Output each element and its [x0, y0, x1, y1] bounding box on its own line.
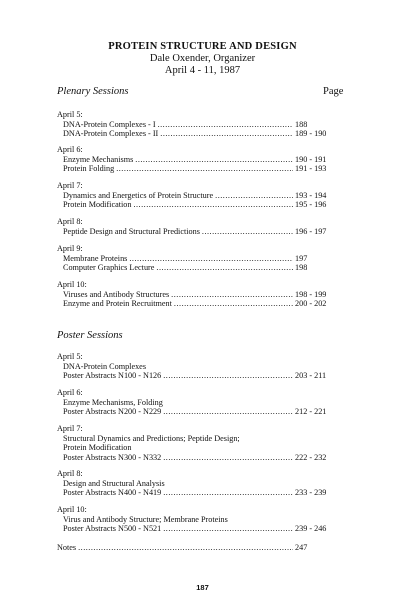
notes-group	[57, 543, 347, 553]
session-date: April 8:	[57, 469, 83, 478]
page-number: 187	[196, 583, 209, 592]
poster-sessions-heading: Poster Sessions	[57, 330, 123, 341]
plenary-group	[57, 280, 347, 309]
session-date: April 5:	[57, 110, 83, 119]
session-subject: Virus and Antibody Structure; Membrane Proteins	[63, 514, 228, 524]
toc-entry-notes: Notes ..... 247	[57, 543, 347, 553]
session-date: April 8:	[57, 217, 83, 226]
document-title: PROTEIN STRUCTURE AND DESIGN	[108, 41, 297, 52]
toc-entry: Viruses and Antibody Structures ..... 198 - 199	[57, 290, 347, 300]
plenary-group	[57, 244, 347, 273]
poster-group	[57, 352, 347, 381]
toc-entry: Enzyme Mechanisms ..... 190 - 191	[57, 155, 347, 165]
toc-entry: Enzyme and Protein Recruitment ..... 200 - 202	[57, 299, 347, 309]
toc-entry: DNA-Protein Complexes - I ..... 188	[57, 120, 347, 130]
plenary-group	[57, 145, 347, 174]
toc-entry: Poster Abstracts N500 - N521 ..... 239 - 246	[57, 524, 347, 534]
toc-entry: Poster Abstracts N100 - N126 ..... 203 - 211	[57, 371, 347, 381]
poster-group	[57, 505, 347, 534]
poster-group	[57, 469, 347, 498]
plenary-group	[57, 181, 347, 210]
session-subject: Design and Structural Analysis	[63, 478, 165, 488]
toc-entry: DNA-Protein Complexes - II ..... 189 - 190	[57, 129, 347, 139]
toc-entry: Dynamics and Energetics of Protein Structure ..... 193 - 194	[57, 191, 347, 201]
session-date: April 10:	[57, 280, 87, 289]
session-date: April 10:	[57, 505, 87, 514]
session-date: April 9:	[57, 244, 83, 253]
toc-entry: Poster Abstracts N300 - N332 ..... 222 - 232	[57, 453, 347, 463]
plenary-sessions-heading: Plenary Sessions	[57, 86, 129, 97]
page-column-label: Page	[323, 86, 344, 97]
toc-entry: Protein Folding ..... 191 - 193	[57, 164, 347, 174]
plenary-group	[57, 110, 347, 139]
page-header	[0, 41, 405, 77]
session-date: April 5:	[57, 352, 83, 361]
poster-group	[57, 424, 347, 462]
toc-entry: Poster Abstracts N200 - N229 ..... 212 - 221	[57, 407, 347, 417]
toc-entry: Protein Modification ..... 195 - 196	[57, 200, 347, 210]
session-date: April 7:	[57, 181, 83, 190]
session-subject: DNA-Protein Complexes	[63, 361, 147, 371]
session-subject: Protein Modification	[63, 443, 132, 453]
session-date: April 6:	[57, 388, 83, 397]
poster-group	[57, 388, 347, 417]
toc-entry: Peptide Design and Structural Predictions ..... 196 - 197	[57, 227, 347, 237]
session-subject: Enzyme Mechanisms, Folding	[63, 397, 163, 407]
session-date: April 6:	[57, 145, 83, 154]
organizer: Dale Oxender, Organizer	[149, 53, 256, 64]
meeting-dates: April 4 - 11, 1987	[164, 65, 241, 76]
session-subject: Structural Dynamics and Predictions; Peptide Design;	[63, 433, 240, 443]
plenary-group	[57, 217, 347, 236]
toc-entry: Poster Abstracts N400 - N419 ..... 233 - 239	[57, 488, 347, 498]
toc-entry: Computer Graphics Lecture ..... 198	[57, 263, 347, 273]
session-date: April 7:	[57, 424, 83, 433]
toc-entry: Membrane Proteins ..... 197	[57, 254, 347, 264]
